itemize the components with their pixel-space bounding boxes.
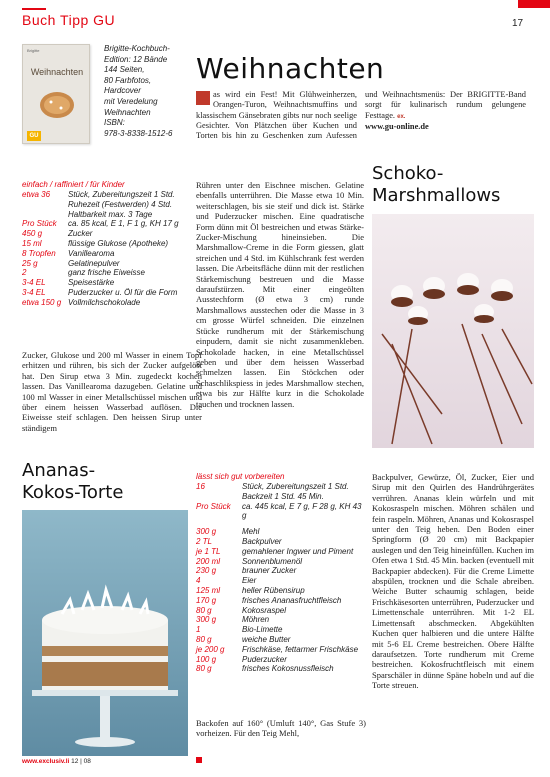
- recipe1-instructions-part2: Rühren unter den Eischnee mischen. Gelatine ebenfalls unterrühren. Die Masse etwa 10 Min. weiterschlagen, bis sie steif und dick ist. Stärke und Puderzucker mischen. Eine quadratische Form dünn mit Öl bestreichen und etwas Stärke-Zucker-Mischung hineinsieben. Die Marshmallow-Creme in die Form giessen, glatt streichen und 4 Std. im Kühlschrank fest werden lassen. Die Arbeitsfläche dünn mit der restlichen Stärkemischung bestreuen und die Masse daraufstürzen. Mit einer eingeölten Ausstechform (Ø etwa 3 cm) runde Marshmallows ausstechen oder die Masse in 3 cm grosse Würfel schneiden. Die einzelnen Stücke rundherum mit der Stärkemischung einpudern, damit sie nicht zusammenkleben. Schokolade hacken, in eine Metallschüssel geben und über dem heissen Wasserbad schmelzen lassen. Ein Stöckchen oder Schaschlikspiess in jedes Marshmallow stechen, etwa bis zur Hälfte kurz in die Schokolade tauchen und trocknen lassen.: [196, 180, 364, 409]
- recipe2-ingredients: [196, 482, 366, 674]
- header-accent-line: [22, 8, 46, 10]
- ingredient-name: Zucker: [68, 229, 93, 239]
- cake-photo: [22, 510, 188, 756]
- intro-text: as wird ein Fest! Mit Glühweinherzen, Orangen-Turon, Weihnachtsmuffins und klassischem Gänsebraten gibts nur noch seelige Gesichter. Von Plätzchen über Kuchen und Torten bis hin zu Geschenken zum Aufessen und Weihnachtsmenüs: Der BRIGITTE-Band sorgt für kulinarisch rundum gelungene Festtage.: [196, 90, 526, 141]
- ingredient-name: flüssige Glukose (Apotheke): [68, 238, 169, 248]
- ingredient-row: [196, 547, 366, 557]
- article-intro: [196, 90, 526, 156]
- cookie-illustration: [37, 89, 77, 121]
- book-info-line: Weihnachten: [104, 107, 151, 117]
- ingredient-row: [22, 190, 202, 219]
- ingredient-amount: 16: [196, 482, 205, 491]
- ingredient-row: [196, 586, 366, 596]
- ingredient-row: [196, 527, 366, 537]
- ingredient-row: [22, 249, 202, 259]
- ingredient-amount: 1: [196, 625, 201, 635]
- ingredient-amount: 200 ml: [196, 556, 221, 566]
- ingredient-row: [22, 229, 202, 239]
- ingredient-amount: 170 g: [196, 595, 217, 605]
- recipe1-ingredients: [22, 190, 202, 308]
- footer-issue: 12 | 08: [71, 758, 91, 765]
- book-info-line: 978-3-8338-1512-6: [104, 128, 173, 138]
- ingredient-amount: 300 g: [196, 615, 217, 625]
- ingredient-row: [22, 259, 202, 269]
- ingredient-amount: 100 g: [196, 654, 217, 664]
- ingredient-name: Vanillearoma: [68, 248, 115, 258]
- ingredient-amount: etwa 36: [22, 190, 51, 199]
- recipe2-title-line1: Ananas-: [22, 460, 96, 481]
- footer-marker: [196, 757, 202, 763]
- ingredient-row: [196, 615, 366, 625]
- ingredient-row: [196, 557, 366, 567]
- ingredient-name: Kokosraspel: [242, 605, 287, 615]
- recipe1-title-line2: Marshmallows: [372, 185, 501, 206]
- ingredient-name: Puderzucker: [242, 654, 287, 664]
- article-title: Weihnachten: [196, 52, 385, 85]
- ingredient-name: Mehl: [242, 527, 260, 537]
- recipe2-category: lässt sich gut vorbereiten: [196, 472, 285, 481]
- publisher-badge: GU: [27, 131, 41, 141]
- recipe1-title: [372, 163, 532, 207]
- ingredient-row: [196, 625, 366, 635]
- ingredient-row: [196, 566, 366, 576]
- ingredient-amount: Pro Stück: [196, 501, 231, 511]
- ingredient-name: Gelatinepulver: [68, 258, 120, 268]
- ingredient-name: Backpulver: [242, 536, 282, 546]
- ingredient-row: [22, 278, 202, 288]
- book-info-line: Brigitte-Kochbuch-: [104, 44, 170, 53]
- ingredient-amount: 300 g: [196, 527, 217, 537]
- ingredient-amount: je 200 g: [196, 644, 225, 654]
- book-info-line: mit Veredelung: [104, 96, 158, 106]
- ingredient-amount: 2: [22, 268, 27, 278]
- book-info-line: Hardcover: [104, 86, 141, 96]
- ingredient-row: [196, 537, 366, 547]
- ingredient-amount: je 1 TL: [196, 546, 221, 556]
- ingredient-name: Stück, Zubereitungszeit 1 Std. Backzeit 1 Std. 45 Min.: [242, 482, 349, 501]
- ingredient-row: [22, 288, 202, 298]
- ingredient-name: Möhren: [242, 615, 270, 625]
- ingredient-amount: 125 ml: [196, 585, 221, 595]
- ingredient-name: frisches Kokosnussfleisch: [242, 664, 334, 674]
- recipe2-title: [22, 460, 172, 504]
- recipe1-category: einfach / raffiniert / für Kinder: [22, 180, 125, 189]
- ingredient-row: [22, 268, 202, 278]
- ingredient-name: heller Rübensirup: [242, 585, 305, 595]
- ingredient-name: Sonnenblumenöl: [242, 556, 303, 566]
- ingredient-amount: 80 g: [196, 634, 212, 644]
- book-cover: [22, 44, 90, 144]
- recipe1-instructions-part1: Zucker, Glukose und 200 ml Wasser in einem Topf erhitzen und rühren, bis sich der Zucker aufgelöst hat. Den Sirup etwa 3 Min. zugedeckt kochen lassen. Das Vanillearoma dazugeben. Gelatine und 100 ml Wasser in einer Metallschüssel mischen und über einem heissen Wasserbad auflösen. Die Eiweisse steif schlagen. Den heissen Sirup unter ständigem: [22, 350, 202, 433]
- ingredient-amount: etwa 150 g: [22, 297, 62, 307]
- corner-marker: [518, 0, 550, 8]
- book-info-line: 144 Seiten,: [104, 65, 145, 75]
- ingredient-row: [196, 645, 366, 655]
- ingredient-name: Eier: [242, 576, 257, 586]
- footer-site[interactable]: www.exclusiv.li: [22, 758, 70, 765]
- ingredient-row: [196, 502, 366, 522]
- book-cover-title: Weihnachten: [30, 67, 84, 77]
- ingredient-row: [196, 606, 366, 616]
- ingredient-row: [22, 298, 202, 308]
- ingredient-amount: 4: [196, 576, 201, 586]
- ingredient-row: [196, 664, 366, 674]
- book-info-line: ISBN:: [104, 118, 125, 128]
- recipe2-instructions-part1: Backofen auf 160° (Umluft 140°, Gas Stufe 3) vorheizen. Für den Teig Mehl,: [196, 718, 366, 739]
- marshmallow-photo: [372, 214, 534, 448]
- book-info-line: 80 Farbfotos,: [104, 75, 152, 85]
- ingredient-amount: 8 Tropfen: [22, 248, 56, 258]
- ingredient-row: [22, 219, 202, 229]
- ingredient-row: [196, 655, 366, 665]
- ingredient-row: [196, 596, 366, 606]
- recipe2-title-line2: Kokos-Torte: [22, 482, 124, 503]
- ingredient-row: [196, 576, 366, 586]
- publisher-link[interactable]: www.gu-online.de: [365, 121, 429, 131]
- ingredient-amount: 450 g: [22, 229, 43, 239]
- ingredient-amount: Pro Stück: [22, 219, 57, 229]
- ingredient-row: [196, 635, 366, 645]
- section-label: Buch Tipp GU: [22, 12, 116, 28]
- drop-cap: [196, 91, 210, 105]
- recipe2-instructions-part2: Backpulver, Gewürze, Öl, Zucker, Eier und Sirup mit den Quirlen des Handrührgerätes verrühren. Ananas klein würfeln und mit Kokosraspeln mischen. Möhren schälen und fein raspeln. Möhren, Ananas und Kokosraspel unter den Teig heben. Den Boden einer Springform (Ø 20 cm) mit Backpapier auslegen und den Teig hineinfüllen. Kuchen im Ofen etwa 1 Std. 45 Min. backen (eventuell mit Backpapier abdecken). Für die Creme Limette abspülen, trocknen und die Schale abreiben. Weiche Butter schaumig schlagen, beide Frischkäsesorten unterrühren, Puderzucker und Limettenschale unterrühren. Mit 1-2 EL Limettensaft abschmecken. Abgekühlten Kuchen quer halbieren und die untere Hälfte mit 5-6 EL Creme bestreichen. Obere Hälfte daraufsetzen. Torte rundherum mit Creme bestreichen. Kokosfruchtfleisch mit einem Sparschäler in dünne Späne hobeln und auf die Torte streuen.: [372, 472, 534, 691]
- ingredient-name: Stück, Zubereitungszeit 1 Std. Ruhezeit (Festwerden) 4 Std. Haltbarkeit max. 3 Tage: [68, 190, 175, 219]
- ingredient-name: ganz frische Eiweisse: [68, 268, 145, 278]
- ingredient-name: Puderzucker u. Öl für die Form: [68, 287, 178, 297]
- ingredient-name: Vollmilchschokolade: [68, 297, 141, 307]
- ingredient-amount: 80 g: [196, 605, 212, 615]
- book-info: [104, 44, 188, 139]
- author-initials: ex.: [397, 113, 406, 120]
- ingredient-row: [22, 239, 202, 249]
- ingredient-name: gemahlener Ingwer und Piment: [242, 546, 354, 556]
- recipe1-title-line1: Schoko-: [372, 163, 444, 184]
- page-number: 17: [512, 18, 524, 29]
- ingredient-name: weiche Butter: [242, 634, 291, 644]
- ingredient-amount: 15 ml: [22, 238, 42, 248]
- ingredient-amount: 2 TL: [196, 536, 213, 546]
- ingredient-row: [196, 482, 366, 502]
- ingredient-amount: 3-4 EL: [22, 287, 46, 297]
- ingredient-name: ca. 85 kcal, E 1, F 1 g, KH 17 g: [68, 219, 179, 229]
- ingredient-amount: 80 g: [196, 664, 212, 674]
- ingredient-name: ca. 445 kcal, E 7 g, F 28 g, KH 43 g: [242, 501, 362, 521]
- ingredient-name: Bio-Limette: [242, 625, 283, 635]
- book-info-line: Edition: 12 Bände: [104, 54, 168, 64]
- ingredient-name: Frischkäse, fettarmer Frischkäse: [242, 644, 359, 654]
- book-brand: Brigitte: [27, 48, 40, 53]
- ingredient-amount: 3-4 EL: [22, 278, 46, 288]
- page-footer: [22, 758, 91, 765]
- ingredient-amount: 25 g: [22, 258, 38, 268]
- ingredient-name: frisches Ananasfruchtfleisch: [242, 595, 342, 605]
- ingredient-name: brauner Zucker: [242, 566, 297, 576]
- ingredient-name: Speisestärke: [68, 278, 115, 288]
- ingredient-amount: 230 g: [196, 566, 217, 576]
